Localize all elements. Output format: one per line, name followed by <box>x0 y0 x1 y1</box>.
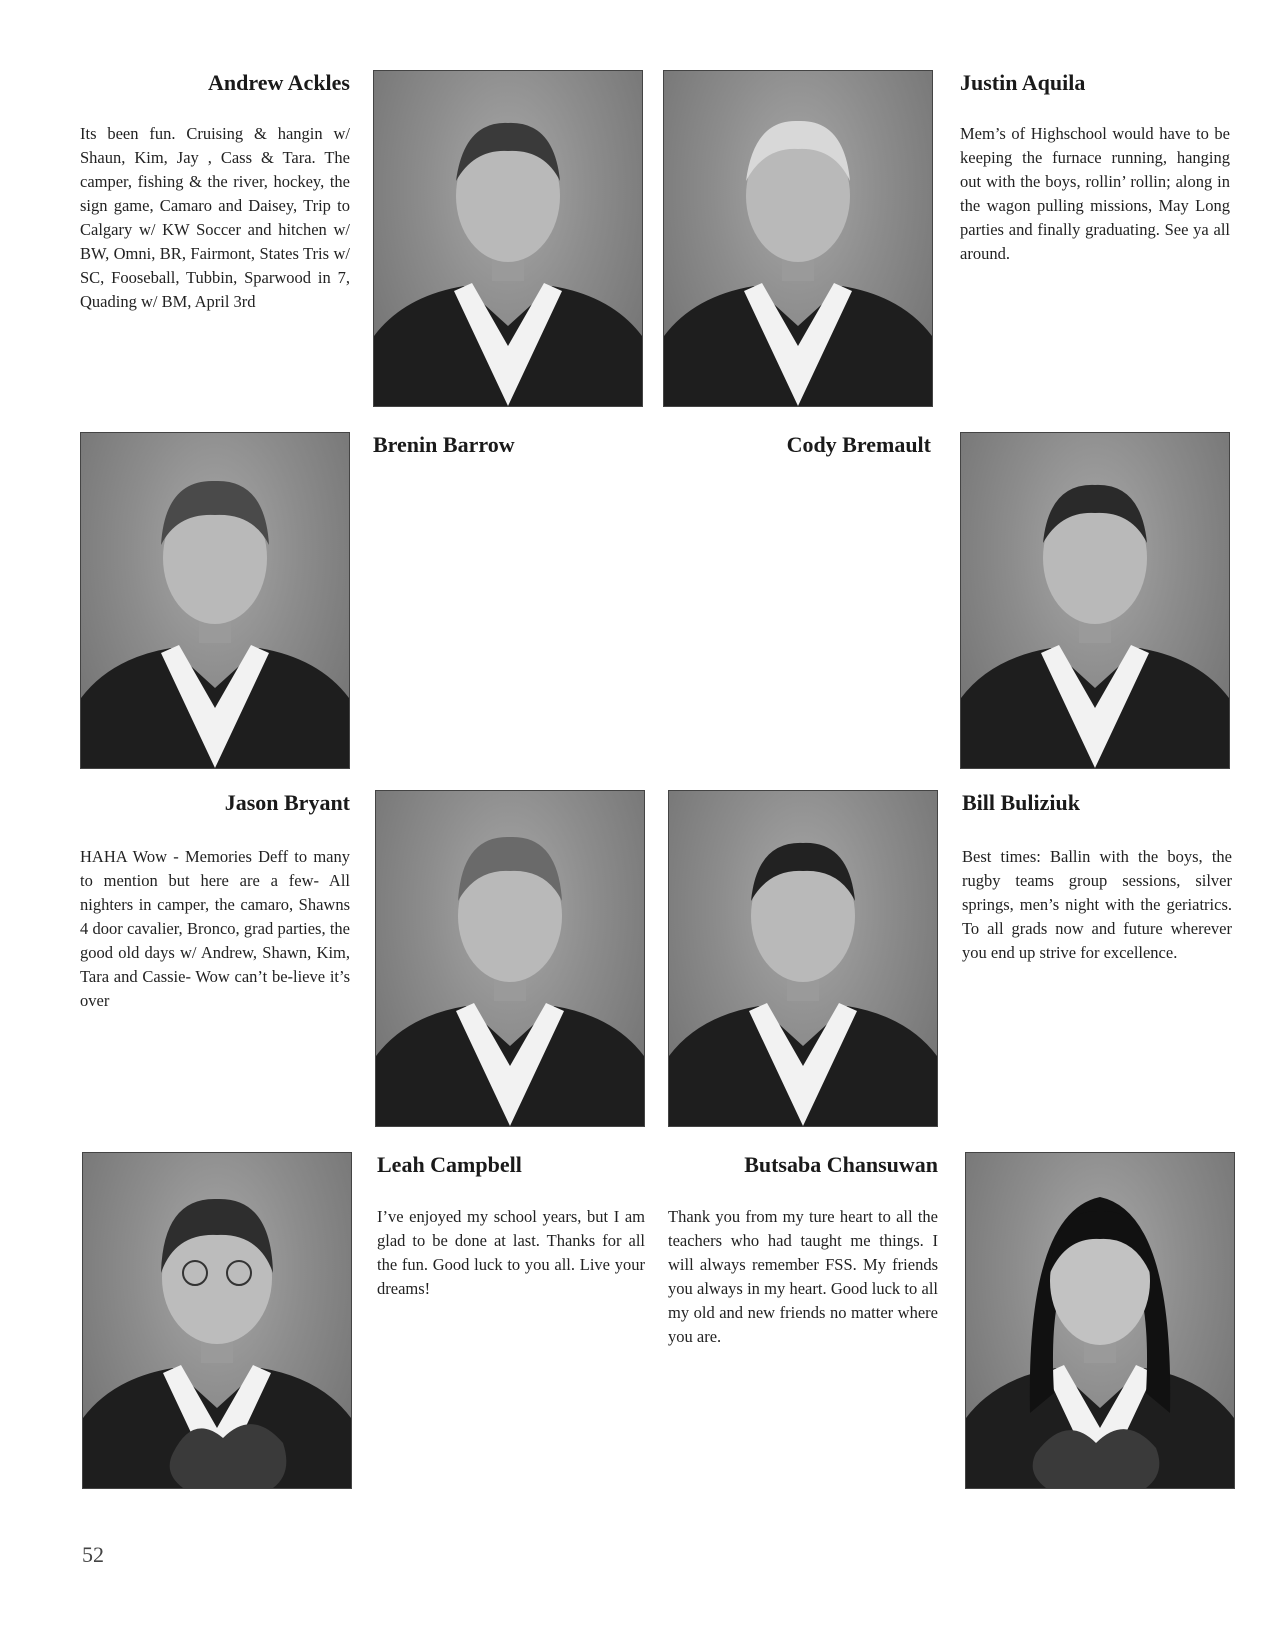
student-bio: Best times: Ballin with the boys, the rugby teams group sessions, silver springs, men’s night with the geriatrics. To all grads now and future wherever you end up strive for excellence. <box>962 847 1232 962</box>
graduate-portrait-icon <box>961 433 1229 768</box>
student-bio: Mem’s of Highschool would have to be keeping the furnace running, hanging out with the boys, rollin’ rollin; along in the wagon pulling missions, May Long parties and finally graduating. See ya all around. <box>960 124 1230 263</box>
graduate-portrait-icon <box>83 1153 351 1488</box>
graduate-portrait-icon <box>966 1153 1234 1488</box>
graduate-portrait-icon <box>669 791 937 1126</box>
portrait-photo <box>663 70 933 407</box>
student-bio: Its been fun. Cruising & hangin w/ Shaun, Kim, Jay , Cass & Tara. The camper, fishing & the river, hockey, the sign game, Camaro and Daisey, Trip to Calgary w/ KW Soccer and hitchen w/ BW, Omni, BR, Fairmont, States Tris w/ SC, Fooseball, Tubbin, Sparwood in 7, Quading w/ BM, April 3rd <box>80 124 350 311</box>
student-name: Leah Campbell <box>377 1152 522 1177</box>
graduate-portrait-icon <box>374 71 642 406</box>
student-name: Brenin Barrow <box>373 432 515 457</box>
portrait-photo <box>375 790 645 1127</box>
student-bio: Thank you from my ture heart to all the teachers who had taught me things. I will always remember FSS. My friends you always in my heart. Good luck to all my old and new friends no matter where you are. <box>668 1207 938 1346</box>
portrait-photo <box>82 1152 352 1489</box>
portrait-photo <box>668 790 938 1127</box>
student-name: Justin Aquila <box>960 70 1086 95</box>
graduate-portrait-icon <box>664 71 932 406</box>
student-bio: HAHA Wow - Memories Deff to many to mention but here are a few- All nighters in camper, the camaro, Shawns 4 door cavalier, Bronco, grad parties, the good old days w/ Andrew, Shawn, Kim, Tara and Cassie- Wow can’t be-lieve it’s over <box>80 847 350 1010</box>
graduate-portrait-icon <box>81 433 349 768</box>
student-name: Bill Buliziuk <box>962 790 1080 815</box>
student-bio: I’ve enjoyed my school years, but I am glad to be done at last. Thanks for all the fun. Good luck to you all. Live your dreams! <box>377 1207 645 1298</box>
portrait-photo <box>960 432 1230 769</box>
student-name: Butsaba Chansuwan <box>744 1152 938 1177</box>
portrait-photo <box>373 70 643 407</box>
portrait-photo <box>965 1152 1235 1489</box>
student-name: Cody Bremault <box>786 432 931 457</box>
page-number: 52 <box>82 1542 104 1567</box>
student-name: Jason Bryant <box>224 790 350 815</box>
graduate-portrait-icon <box>376 791 644 1126</box>
portrait-photo <box>80 432 350 769</box>
student-name: Andrew Ackles <box>208 70 350 95</box>
